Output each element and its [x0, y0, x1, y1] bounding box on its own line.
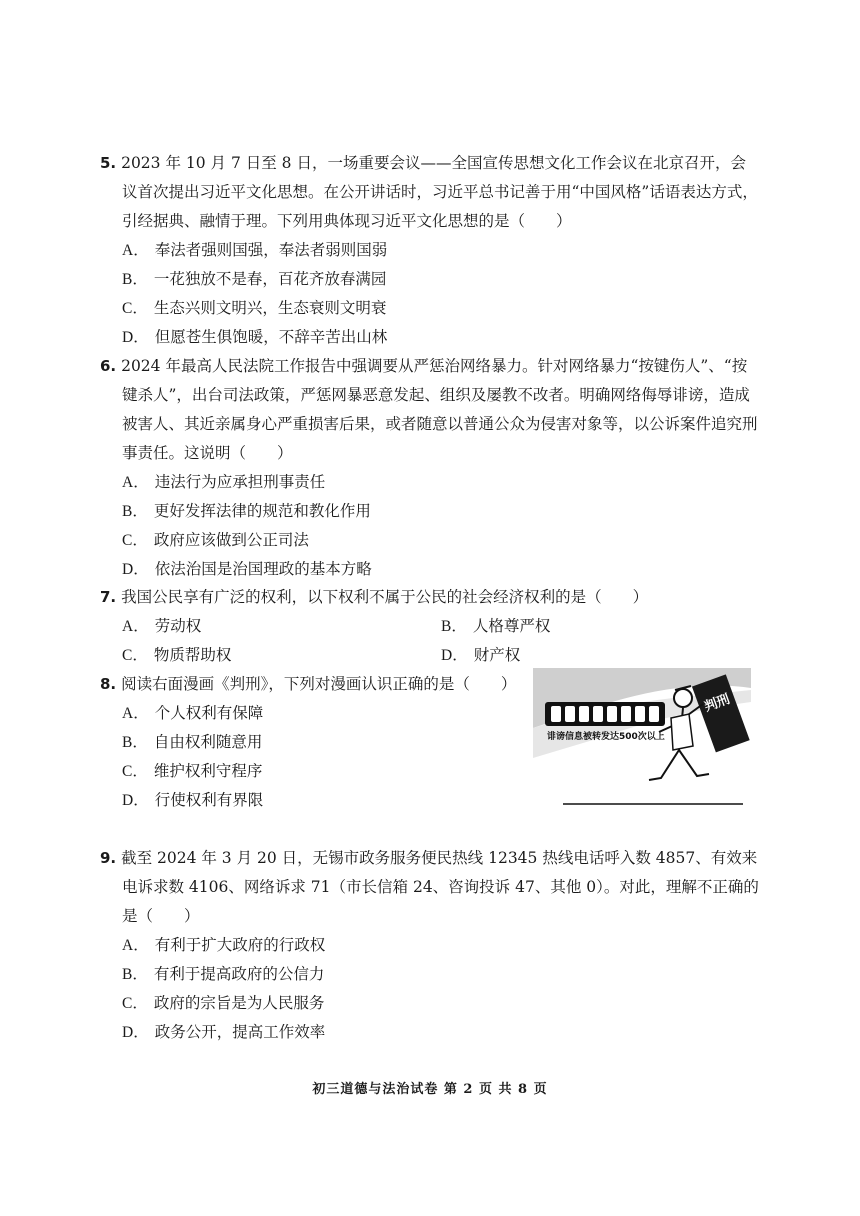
option-a[interactable]: A． 个人权利有保障 — [122, 704, 264, 722]
option-c[interactable]: C． 生态兴则文明兴，生态衰则文明衰 — [122, 299, 387, 317]
option-a[interactable]: A． 奉法者强则国强，奉法者弱则国弱 — [122, 241, 388, 259]
question-stem: 阅读右面漫画《判刑》，下列对漫画认识正确的是（ ） — [121, 675, 517, 693]
question-number: 8. — [100, 675, 117, 693]
option-b[interactable]: B． 自由权利随意用 — [122, 733, 263, 751]
question-6 — [100, 352, 760, 584]
option-a[interactable]: A． 劳动权 — [122, 617, 202, 635]
question-number: 7. — [100, 588, 117, 606]
option-b[interactable]: B． 有利于提高政府的公信力 — [122, 965, 325, 983]
question-number: 5. — [100, 154, 117, 172]
question-stem: 2024 年最高人民法院工作报告中强调要从严惩治网络暴力。针对网络暴力“按键伤人”、“按键杀人”，出台司法政策，严惩网暴恶意发起、组织及屡教不改者。明确网络侮辱诽谤，造成被害人、其近亲属身心严重损害后果，或者随意以普通公众为侵害对象等，以公诉案件追究刑事责任。这说明（ ） — [121, 357, 758, 462]
option-c[interactable]: C． 物质帮助权 — [122, 646, 232, 664]
stamp-label: 判刑 — [702, 692, 733, 716]
option-a[interactable]: A． 违法行为应承担刑事责任 — [122, 473, 326, 491]
question-5 — [100, 149, 760, 352]
option-c[interactable]: C． 维护权利守程序 — [122, 762, 263, 780]
cartoon-caption: 诽谤信息被转发达500次以上 — [547, 732, 665, 742]
option-b[interactable]: B． 一花独放不是春，百花齐放春满园 — [122, 270, 387, 288]
page-footer: 初三道德与法治试卷 第 2 页 共 8 页 — [312, 1082, 548, 1097]
option-a[interactable]: A． 有利于扩大政府的行政权 — [122, 936, 326, 954]
question-stem: 我国公民享有广泛的权利，以下权利不属于公民的社会经济权利的是（ ） — [121, 588, 649, 606]
question-number: 9. — [100, 849, 117, 867]
question-number: 6. — [100, 357, 117, 375]
question-9 — [100, 844, 760, 1047]
question-8 — [100, 670, 520, 815]
option-c[interactable]: C． 政府的宗旨是为人民服务 — [122, 994, 325, 1012]
question-7 — [100, 583, 760, 670]
option-d[interactable]: D． 行使权利有界限 — [122, 791, 264, 809]
option-c[interactable]: C． 政府应该做到公正司法 — [122, 531, 309, 549]
cartoon-illustration — [533, 668, 751, 810]
option-d[interactable]: D． 政务公开，提高工作效率 — [122, 1023, 326, 1041]
option-b[interactable]: B． 人格尊严权 — [441, 617, 551, 635]
option-d[interactable]: D． 但愿苍生俱饱暖，不辞辛苦出山林 — [122, 328, 388, 346]
option-b[interactable]: B． 更好发挥法律的规范和教化作用 — [122, 502, 371, 520]
question-stem: 截至 2024 年 3 月 20 日，无锡市政务服务便民热线 12345 热线电话呼入数 4857、有效来电诉求数 4106、网络诉求 71（市长信箱 24、咨询投诉 47、其他 0）。对此，理解不正确的是（ ） — [121, 849, 759, 925]
option-d[interactable]: D． 依法治国是治国理政的基本方略 — [122, 560, 372, 578]
option-d[interactable]: D． 财产权 — [441, 646, 521, 664]
question-stem: 2023 年 10 月 7 日至 8 日，一场重要会议——全国宣传思想文化工作会议在北京召开，会议首次提出习近平文化思想。在公开讲话时，习近平总书记善于用“中国风格”话语表达方式，引经据典、融情于理。下列用典体现习近平文化思想的是（ ） — [121, 154, 758, 230]
